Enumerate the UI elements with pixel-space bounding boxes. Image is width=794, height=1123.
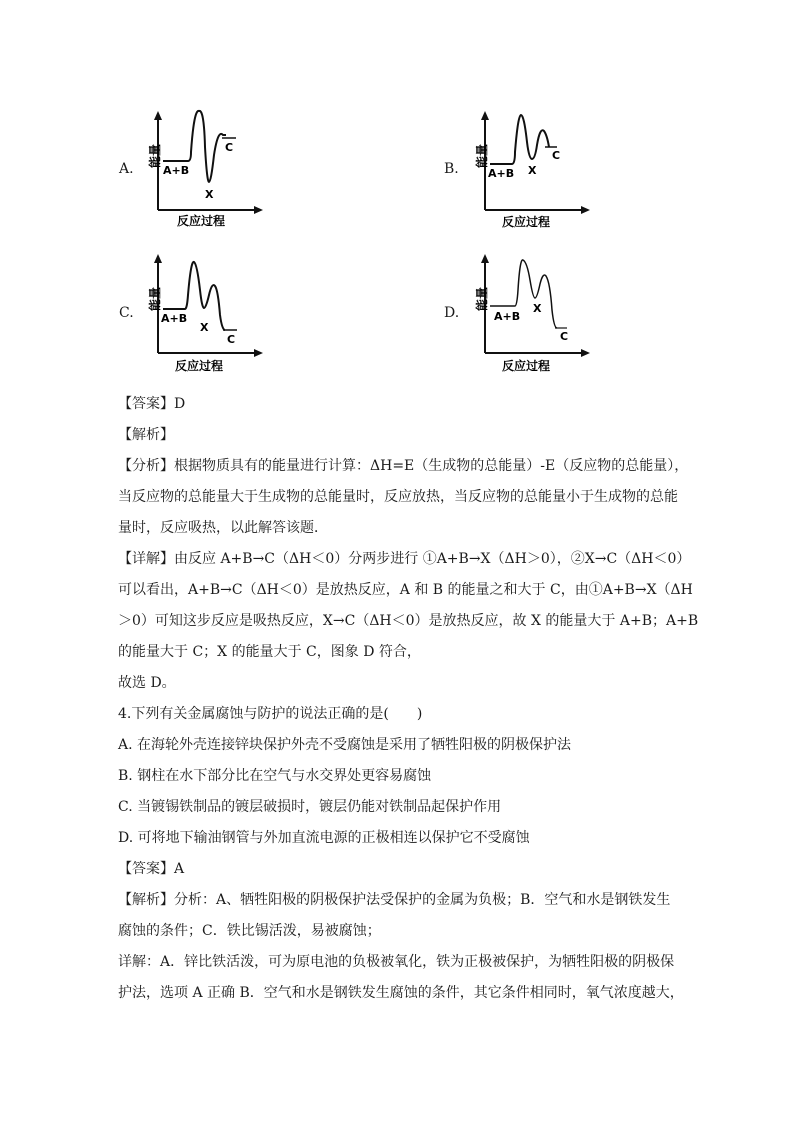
option-c-diagram	[145, 250, 270, 372]
option-d-reactant-label: A+B	[494, 310, 521, 323]
q3-analysis-line-2: 当反应物的总能量大于生成物的总能量时，反应放热，当反应物的总能量小于生成物的总能	[118, 489, 678, 505]
option-c-letter: C.	[119, 305, 134, 321]
option-b-intermediate-label: X	[528, 164, 537, 177]
q3-analysis-line-3: 量时，反应吸热，以此解答该题．	[118, 520, 328, 536]
q3-analysis-heading: 【解析】	[118, 427, 174, 443]
q4-option-c: C. 当镀锡铁制品的镀层破损时，镀层仍能对铁制品起保护作用	[118, 799, 502, 815]
q3-detail-line-3: ＞0）可知这步反应是吸热反应，X→C（ΔH＜0）是放热反应，故 X 的能量大于 A+B；A+B	[118, 613, 699, 629]
option-d-y-axis-label: 能量	[475, 286, 489, 311]
q3-answer: 【答案】D	[118, 396, 186, 412]
option-d-letter: D.	[444, 305, 460, 321]
q3-detail-line-5: 故选 D。	[118, 675, 176, 691]
q4-option-b: B. 钢柱在水下部分比在空气与水交界处更容易腐蚀	[118, 768, 432, 784]
option-d-diagram	[472, 250, 597, 372]
q4-analysis-line-2: 腐蚀的条件；C．铁比锡活泼，易被腐蚀；	[118, 923, 381, 939]
option-b-letter: B.	[444, 161, 459, 177]
q3-analysis-line-1: 【分析】根据物质具有的能量进行计算：ΔH=E（生成物的总能量）-E（反应物的总能量），	[118, 458, 689, 474]
q4-detail-line-1: 详解：A．锌比铁活泼，可为原电池的负极被氧化，铁为正极被保护，为牺牲阳极的阴极保	[118, 954, 675, 970]
option-d-x-axis-label: 反应过程	[502, 359, 551, 373]
option-b-x-axis-label: 反应过程	[502, 215, 551, 229]
option-d-product-label: C	[560, 330, 569, 343]
option-a-diagram	[145, 107, 270, 229]
q4-option-d: D. 可将地下输油钢管与外加直流电源的正极相连以保护它不受腐蚀	[118, 830, 530, 846]
option-b-product-label: C	[552, 149, 561, 162]
q4-analysis-line-1: 【解析】分析：A、牺牲阳极的阴极保护法受保护的金属为负极；B．空气和水是钢铁发生	[118, 892, 671, 908]
q3-detail-line-4: 的能量大于 C；X 的能量大于 C，图象 D 符合，	[118, 644, 421, 660]
option-c-product-label: C	[227, 333, 236, 346]
q3-detail-line-2: 可以看出，A+B→C（ΔH＜0）是放热反应，A 和 B 的能量之和大于 C，由①A+B→X（ΔH	[118, 582, 693, 598]
q4-option-a: A. 在海轮外壳连接锌块保护外壳不受腐蚀是采用了牺牲阳极的阴极保护法	[118, 737, 572, 753]
q4-detail-line-2: 护法，选项 A 正确 B．空气和水是钢铁发生腐蚀的条件，其它条件相同时，氧气浓度越大，	[118, 985, 684, 1001]
option-c-reactant-label: A+B	[161, 312, 188, 325]
option-b-reactant-label: A+B	[488, 167, 515, 180]
q3-detail-line-1: 【详解】由反应 A+B→C（ΔH＜0）分两步进行 ①A+B→X（ΔH＞0），②X→C（ΔH＜0）	[118, 551, 691, 567]
option-a-x-axis-label: 反应过程	[177, 214, 226, 228]
option-c-y-axis-label: 能量	[148, 286, 162, 311]
option-c-intermediate-label: X	[200, 321, 209, 334]
q4-stem: 4.下列有关金属腐蚀与防护的说法正确的是( )	[118, 706, 423, 722]
option-a-letter: A.	[119, 161, 134, 177]
option-a-reactant-label: A+B	[163, 164, 190, 177]
option-a-intermediate-label: X	[205, 188, 214, 201]
option-a-y-axis-label: 能量	[148, 143, 162, 168]
q4-answer: 【答案】A	[118, 861, 185, 877]
option-b-diagram	[472, 107, 597, 229]
option-c-x-axis-label: 反应过程	[175, 359, 224, 373]
option-b-y-axis-label: 能量	[475, 143, 489, 168]
option-d-intermediate-label: X	[533, 302, 542, 315]
option-a-product-label: C	[225, 141, 234, 154]
